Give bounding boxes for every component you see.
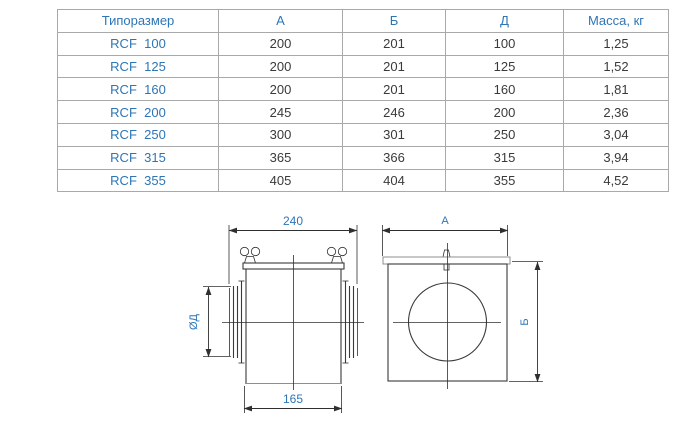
cell-d: 250	[446, 123, 564, 146]
cell-mass: 4,52	[564, 169, 669, 192]
col-header-d: Д	[446, 10, 564, 33]
cell-model: RCF 200	[58, 101, 219, 124]
col-header-b: Б	[343, 10, 446, 33]
cell-mass: 1,81	[564, 78, 669, 101]
cell-mass: 3,04	[564, 123, 669, 146]
cell-mass: 1,25	[564, 32, 669, 55]
cell-d: 200	[446, 101, 564, 124]
dim-diameter-label: ØД	[188, 313, 200, 331]
cell-model: RCF 355	[58, 169, 219, 192]
cell-b: 246	[343, 101, 446, 124]
dim-165-label: 165	[282, 392, 304, 406]
cell-d: 125	[446, 55, 564, 78]
cell-d: 160	[446, 78, 564, 101]
cell-a: 365	[219, 146, 343, 169]
cell-mass: 3,94	[564, 146, 669, 169]
cell-b: 366	[343, 146, 446, 169]
cell-mass: 2,36	[564, 101, 669, 124]
cell-d: 100	[446, 32, 564, 55]
cell-model: RCF 100	[58, 32, 219, 55]
col-header-mass: Масса, кг	[564, 10, 669, 33]
cell-a: 200	[219, 78, 343, 101]
cell-b: 201	[343, 55, 446, 78]
cell-model: RCF 315	[58, 146, 219, 169]
wing-nut-edge-icon	[443, 250, 450, 270]
duct-flange-left	[230, 281, 245, 363]
cell-a: 200	[219, 32, 343, 55]
cell-b: 201	[343, 32, 446, 55]
front-view-drawing	[382, 215, 543, 389]
cell-d: 355	[446, 169, 564, 192]
cell-model: RCF 250	[58, 123, 219, 146]
cell-b: 201	[343, 78, 446, 101]
dim-a-label: А	[441, 215, 449, 227]
cell-a: 300	[219, 123, 343, 146]
wing-nut-icon	[327, 247, 346, 263]
cell-mass: 1,52	[564, 55, 669, 78]
col-header-a: А	[219, 10, 343, 33]
dim-b-label: Б	[519, 318, 531, 326]
side-view-drawing	[188, 214, 364, 413]
cell-b: 404	[343, 169, 446, 192]
dim-240-label: 240	[282, 214, 304, 228]
cell-a: 200	[219, 55, 343, 78]
front-lid	[383, 257, 510, 264]
cell-a: 405	[219, 169, 343, 192]
wing-nut-icon	[240, 247, 259, 263]
cell-model: RCF 160	[58, 78, 219, 101]
col-header-model: Типоразмер	[58, 10, 219, 33]
cell-a: 245	[219, 101, 343, 124]
cell-model: RCF 125	[58, 55, 219, 78]
cell-b: 301	[343, 123, 446, 146]
duct-flange-right	[343, 281, 358, 363]
cell-d: 315	[446, 146, 564, 169]
